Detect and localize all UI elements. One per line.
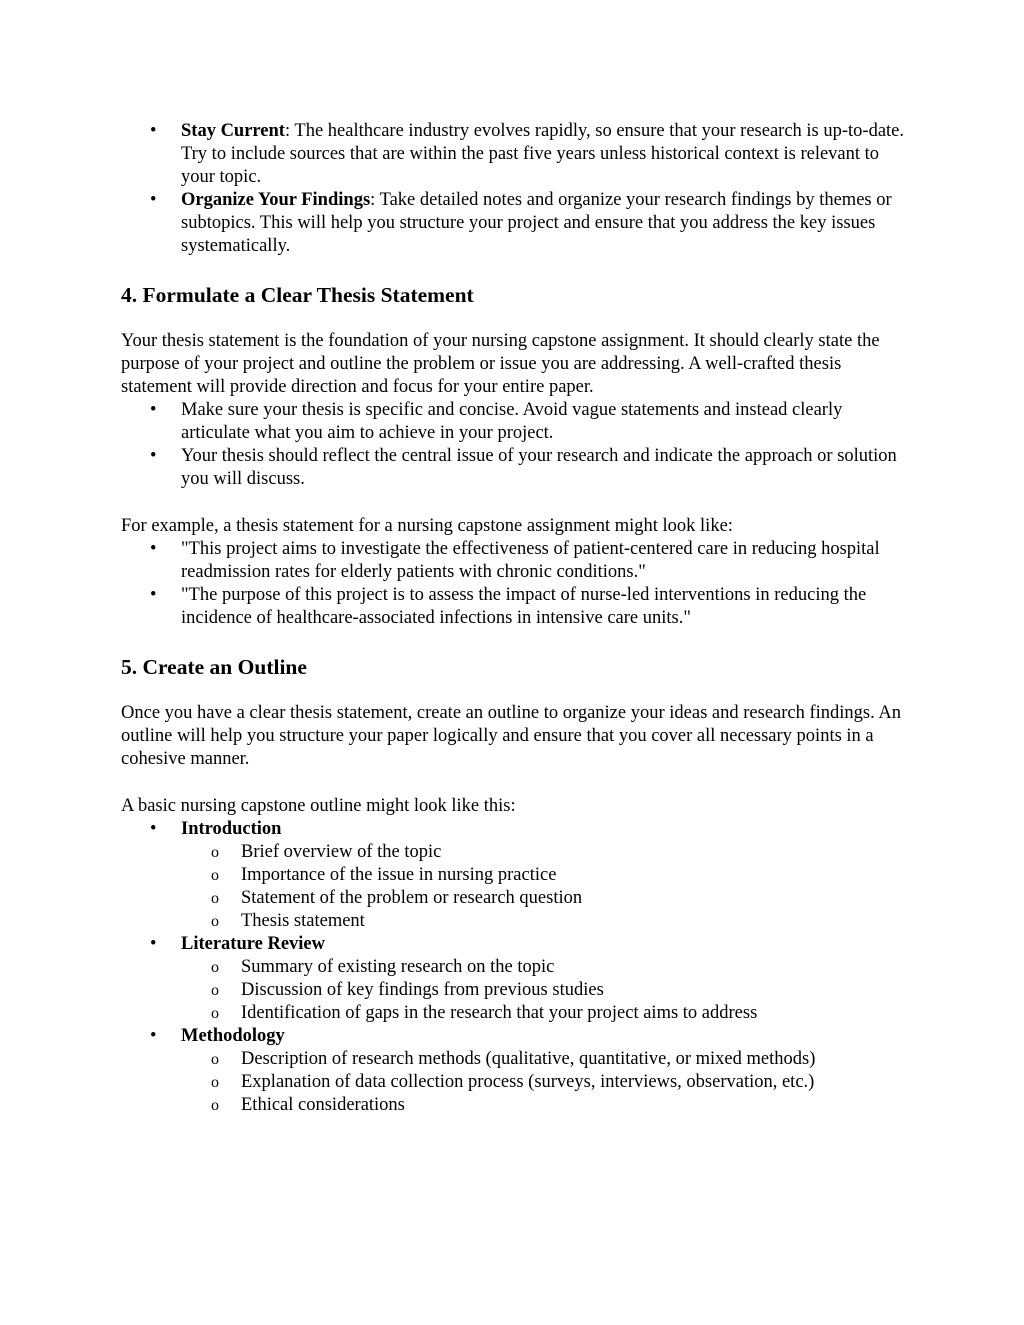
- bullet-stay-current: [121, 120, 911, 189]
- outline-list: [121, 818, 911, 1117]
- bullet-title: Organize Your Findings: [181, 190, 371, 210]
- top-bullet-list: [121, 120, 911, 258]
- list-item: o Summary of existing research on the topic: [181, 956, 911, 979]
- section-4-paragraph-1: Your thesis statement is the foundation of your nursing capstone assignment. It should clearly state the purpose of your project and outline the problem or issue you are addressing. A well-crafted thesis statement will provide direction and focus for your entire paper.: [121, 331, 880, 397]
- section-4-paragraph-2: For example, a thesis statement for a nursing capstone assignment might look like:: [121, 516, 733, 536]
- outline-sublist: [181, 956, 911, 1025]
- list-item: o Explanation of data collection process (surveys, interviews, observation, etc.): [181, 1071, 911, 1094]
- outline-item-introduction: [121, 818, 911, 933]
- section-5-paragraph-1: Once you have a clear thesis statement, create an outline to organize your ideas and research findings. An outline will help you structure your paper logically and ensure that you cover all necessary points in a cohesive manner.: [121, 703, 901, 769]
- section-5-heading: 5. Create an Outline: [121, 655, 307, 679]
- thesis-tips-list: [121, 399, 911, 491]
- bullet-organize-findings: [121, 189, 911, 258]
- list-item: o Brief overview of the topic: [181, 841, 911, 864]
- bullet-text: : Take detailed notes and organize your research findings by themes or subtopics. This will help you structure your project and ensure that you address the key issues systematically.: [181, 190, 892, 256]
- outline-item-literature-review: [121, 933, 911, 1025]
- list-item: o Importance of the issue in nursing practice: [181, 864, 911, 887]
- list-item: • Your thesis should reflect the central issue of your research and indicate the approach or solution you will discuss.: [121, 445, 911, 491]
- outline-title: Literature Review: [181, 934, 326, 954]
- list-item: o Ethical considerations: [181, 1094, 911, 1117]
- section-4-heading: 4. Formulate a Clear Thesis Statement: [121, 283, 474, 307]
- list-item: o Description of research methods (qualitative, quantitative, or mixed methods): [181, 1048, 911, 1071]
- outline-title: Introduction: [181, 819, 282, 839]
- outline-item-methodology: [121, 1025, 911, 1117]
- outline-sublist: [181, 841, 911, 933]
- list-item: • Make sure your thesis is specific and concise. Avoid vague statements and instead clearly articulate what you aim to achieve in your project.: [121, 399, 911, 445]
- list-item: • "This project aims to investigate the effectiveness of patient-centered care in reducing hospital readmission rates for elderly patients with chronic conditions.": [121, 538, 911, 584]
- list-item: o Thesis statement: [181, 910, 911, 933]
- bullet-title: Stay Current: [181, 121, 285, 141]
- list-item: o Discussion of key findings from previous studies: [181, 979, 911, 1002]
- list-item: o Identification of gaps in the research that your project aims to address: [181, 1002, 911, 1025]
- list-item: • "The purpose of this project is to assess the impact of nurse-led interventions in reducing the incidence of healthcare-associated infections in intensive care units.": [121, 584, 911, 630]
- list-item: o Statement of the problem or research question: [181, 887, 911, 910]
- bullet-text: : The healthcare industry evolves rapidly, so ensure that your research is up-to-date. Try to include sources that are within the past five years unless historical context is relevant to your topic.: [181, 121, 905, 187]
- document-page: [121, 120, 911, 1117]
- outline-sublist: [181, 1048, 911, 1117]
- outline-title: Methodology: [181, 1026, 285, 1046]
- section-5-paragraph-2: A basic nursing capstone outline might look like this:: [121, 796, 516, 816]
- thesis-examples-list: [121, 538, 911, 630]
